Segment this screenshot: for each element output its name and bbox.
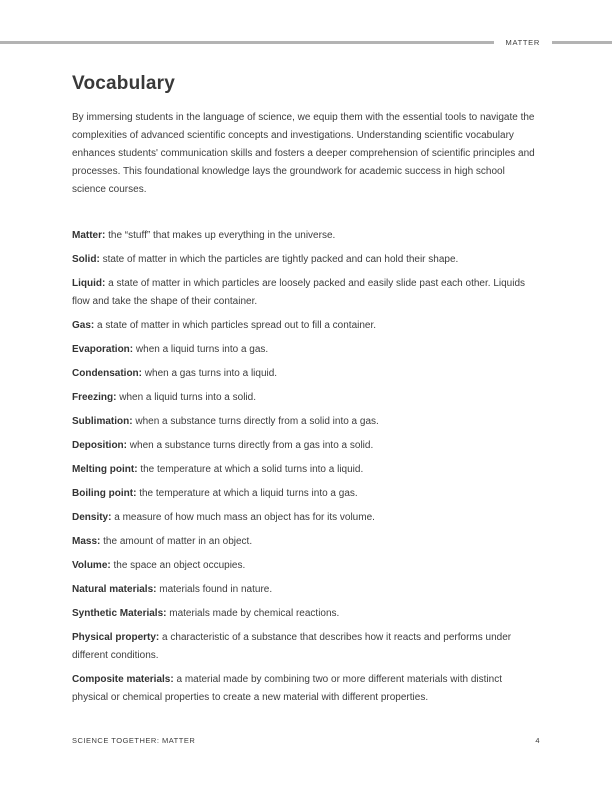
page-content [72,72,540,713]
vocab-entry [72,461,540,479]
vocab-definition: state of matter in which the particles are tightly packed and can hold their shape. [102,254,459,265]
vocab-definition: when a substance turns directly from a gas into a solid. [129,440,374,451]
header-rule-left [0,41,494,44]
vocab-entry [72,365,540,383]
vocab-entry [72,509,540,527]
vocab-definition: the amount of matter in an object. [103,536,253,547]
page-title: Vocabulary [72,73,176,94]
vocab-term: Natural materials: [72,584,157,595]
header-section-label: MATTER [505,38,540,47]
footer-page-number: 4 [535,736,540,745]
vocab-definition: a state of matter in which particles spread out to fill a container. [97,320,377,331]
vocab-definition: the “stuff” that makes up everything in the universe. [108,230,336,241]
page-footer [72,736,540,745]
vocab-term: Boiling point: [72,488,137,499]
vocab-definition: when a liquid turns into a solid. [119,392,256,403]
vocab-definition: materials found in nature. [159,584,273,595]
vocab-entry [72,389,540,407]
vocab-entry [72,341,540,359]
vocab-entry [72,533,540,551]
vocab-term: Condensation: [72,368,142,379]
vocab-definition: a characteristic of a substance that describes how it reacts and performs under different conditions. [72,632,512,661]
vocab-term: Evaporation: [72,344,134,355]
intro-paragraph: By immersing students in the language of science, we equip them with the essential tools to navigate the complexities of advanced scientific concepts and investigations. Understanding scientific vocabulary enhances students' communication skills and fosters a deeper comprehension of scientific principles and processes. This foundational knowledge lays the groundwork for academic success in high school science courses. [72,112,535,195]
vocab-entry [72,485,540,503]
vocab-term: Density: [72,512,112,523]
vocab-term: Freezing: [72,392,117,403]
vocab-term: Volume: [72,560,111,571]
vocab-term: Matter: [72,230,106,241]
vocab-entry [72,317,540,335]
vocab-definition: a material made by combining two or more different materials with distinct physical or chemical properties to create a new material with different properties. [72,674,502,703]
vocab-definition: the space an object occupies. [113,560,246,571]
vocab-entry [72,557,540,575]
vocab-term: Physical property: [72,632,160,643]
vocab-definition: the temperature at which a solid turns into a liquid. [140,464,364,475]
vocab-entry [72,275,540,311]
vocab-definition: a measure of how much mass an object has for its volume. [114,512,375,523]
vocab-definition: the temperature at which a liquid turns into a gas. [139,488,358,499]
vocab-term: Liquid: [72,278,106,289]
vocab-definition: when a liquid turns into a gas. [135,344,269,355]
vocab-entry [72,581,540,599]
vocab-term: Synthetic Materials: [72,608,167,619]
vocab-definition: when a substance turns directly from a solid into a gas. [135,416,379,427]
vocab-term: Gas: [72,320,95,331]
vocab-entry [72,605,540,623]
vocab-term: Deposition: [72,440,127,451]
vocab-term: Composite materials: [72,674,174,685]
vocab-definition: when a gas turns into a liquid. [144,368,278,379]
vocab-entry [72,413,540,431]
page-header [0,38,612,47]
vocab-list [72,227,540,707]
header-rule-right [552,41,612,44]
vocab-term: Mass: [72,536,101,547]
vocab-entry [72,251,540,269]
vocab-entry [72,671,540,707]
vocab-term: Melting point: [72,464,138,475]
vocab-term: Solid: [72,254,100,265]
vocab-entry [72,437,540,455]
vocab-definition: materials made by chemical reactions. [169,608,340,619]
vocab-term: Sublimation: [72,416,133,427]
footer-book-title: SCIENCE TOGETHER: MATTER [72,736,196,745]
vocab-definition: a state of matter in which particles are loosely packed and easily slide past each other. Liquids flow and take the shape of their container. [72,278,526,307]
vocab-entry [72,227,540,245]
vocab-entry [72,629,540,665]
